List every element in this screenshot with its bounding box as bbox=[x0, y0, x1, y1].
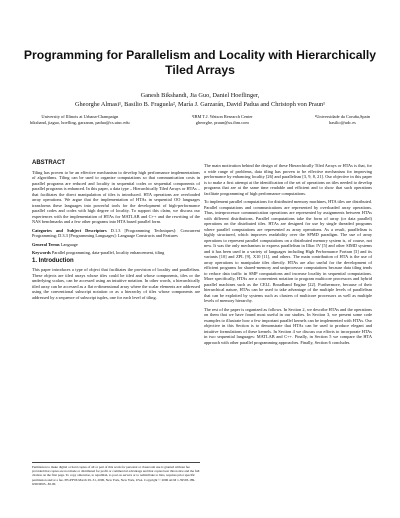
right-paragraph-2: To implement parallel computations for distributed memory machines, HTA tiles are distributed. Parallel computations and communications are represented by overloaded array operations. Thus, interprocessor communication operations are represented by assignments between HTAs with different distributions. Parallel computations take the form of array (or data parallel) operations on the distributed tiles. HTAs are designed for use by single threaded programs where parallel computations are represented as array operations. As a result, parallelism is highly structured, which improves readability over the SPMD paradigm. The use of array operations to represent parallel computations on a distributed memory system is, of course, not new. It was the only mechanism to express parallelism in Illiac IV [5] and other SIMD systems and it has been used in a variety of languages including High Performance Fortran [3] and its variants [10] and ZPL [9], X10 [11], and others. The main contribution of HTA is the use of array operations to manipulate tiles directly. HTAs are also useful for the development of efficient programs for shared-memory and uniprocessor computations because data tiling tends to reduce data traffic in SMP computations and increase locality in sequential computations. More specifically, HTAs are a convenient notation to program multicore processors and hybrid parallel machines such as the CELL Broadband Engine [22]. Furthermore, because of their hierarchical nature, HTAs can be used to take advantage of the multiple levels of parallelism that can be exploited by systems such as clusters of multicore processors as well as multiple levels of memory hierarchy. bbox=[204, 199, 372, 303]
abstract-heading: ABSTRACT bbox=[32, 160, 65, 166]
intro-heading: 1. Introduction bbox=[32, 257, 74, 264]
categories-block bbox=[32, 228, 200, 239]
affiliations bbox=[30, 114, 370, 125]
authors-line-1: Ganesh Bikshandi, Jia Guo, Daniel Hoeflinger, bbox=[140, 92, 260, 99]
affiliation-uiuc-email: bikshand, jiaguo, hoefling, garzaran, padua@cs.uiuc.edu bbox=[30, 119, 130, 125]
authors-line-2: Gheorghe Almasi¹, Basilio B. Fraguela², María J. Garzarán, David Padua and Christoph von Praun¹ bbox=[74, 101, 326, 108]
keywords-block bbox=[32, 250, 200, 256]
affiliation-uiuc-name: University of Illinois at Urbana-Champaign bbox=[41, 114, 119, 119]
intro-text: This paper introduces a type of object that facilitates the provision of locality and parallelism. These objects are tiled arrays whose tiles could be tiled and whose components, tiles or the underlying scalars, can be accessed using an intuitive notation. In other words, a hierarchically tiled array can be accessed as a flat n-dimensional array where the scalar elements are addressed using the conventional subscript notation or as a hierarchy of tiles whose components are addressed by a sequence of subscript tuples, one for each level of tiling. bbox=[32, 267, 200, 300]
abstract-text: Tiling has proven to be an effective mechanism to develop high performance implementations of algorithms. Tiling can be used to organize computations so that communication costs in parallel programs are reduced and locality in sequential codes or sequential components of parallel programs is enhanced. In this paper, a data type – Hierarchically Tiled Arrays or HTAs – that facilitates the direct manipulation of tiles is introduced. HTA operations are overloaded array operations. We argue that the implementation of HTAs in sequential OO languages transforms these languages into powerful tools for the development of high-performance parallel codes and codes with high degree of locality. To support this claim, we discuss our experiences with the implementation of HTAs for MATLAB and C++ and the rewriting of the NAS benchmarks and a few other programs into HTA based parallel form. bbox=[32, 169, 200, 224]
affiliation-uiuc bbox=[30, 114, 130, 125]
categories-text: D.1.3 [Programming Techniques]: Concurrent Programming; D.3.3 [Programming Languages]: Language Constructs and Features bbox=[32, 227, 200, 238]
paper-title: Programming for Parallelism and Locality with Hierarchically Tiled Arrays bbox=[23, 48, 377, 77]
right-paragraph-3: The rest of the paper is organized as follows. In Section 2, we describe HTAs and the operations on them that we have found most useful in our studies. In Section 3, we present some code examples to illustrate how a few important parallel kernels can be implemented with HTAs. Our objective in this Section is to demonstrate that HTAs can be used to produce elegant and intuitive formulations of these kernels. In Section 4 we discuss our efforts to incorporate HTAs in two sequential languages: MATLAB and C++. Finally, in Section 5 we compare the HTA approach with other parallel programming approaches. Finally, Section 6 concludes. bbox=[204, 306, 372, 345]
keywords-heading: Keywords bbox=[32, 250, 51, 255]
right-column bbox=[204, 163, 372, 348]
right-paragraph-1: The main motivation behind the design of these Hierarchically Tiled Arrays or HTAs is that, for a wide range of problems, data tiling has proven to be effective mechanism for improving performance by enhancing locality [26] and parallelism [3, 9, 8, 21]. Our objective in this paper is to make a first attempt at the identification of the set of operations on tiles needed to develop programs that are at the same time readable and efficient and to show that such operations facilitate programming of high performance computations. bbox=[204, 163, 372, 196]
copyright-footnote: Permission to make digital or hard copies of all or part of this work for personal or classroom use is granted without fee provided that copies are not made or distributed for profit or commercial advantage and that copies bear this notice and the full citation on the first page. To copy otherwise, to republish, to post on servers or to redistribute to lists, requires prior specific permission and/or a fee. PPoPP'06 March 29–31, 2006, New York, New York, USA. Copyright © 2006 ACM 1-59593-189-9/06/0003...$5.00. bbox=[32, 462, 200, 486]
affiliation-udc-name: ²Universidade da Coruña,Spain bbox=[314, 114, 370, 119]
terms-block bbox=[32, 242, 200, 248]
author-list bbox=[20, 91, 380, 109]
categories-heading: Categories and Subject Descriptors bbox=[32, 227, 107, 233]
keywords-text: Parallel programming, data-parallel, locality enhancement, tiling bbox=[51, 250, 165, 255]
affiliation-ibm-name: ¹IBM T.J. Watson Research Center bbox=[191, 114, 253, 119]
affiliation-ibm bbox=[192, 114, 253, 125]
affiliation-udc bbox=[315, 114, 370, 125]
terms-heading: General Terms bbox=[32, 241, 60, 247]
terms-text: Language bbox=[60, 241, 78, 247]
left-column bbox=[32, 161, 200, 303]
affiliation-ibm-email: gheorghe, praun@us.ibm.com bbox=[195, 119, 249, 125]
affiliation-udc-email: basilio@udc.es bbox=[329, 119, 356, 125]
